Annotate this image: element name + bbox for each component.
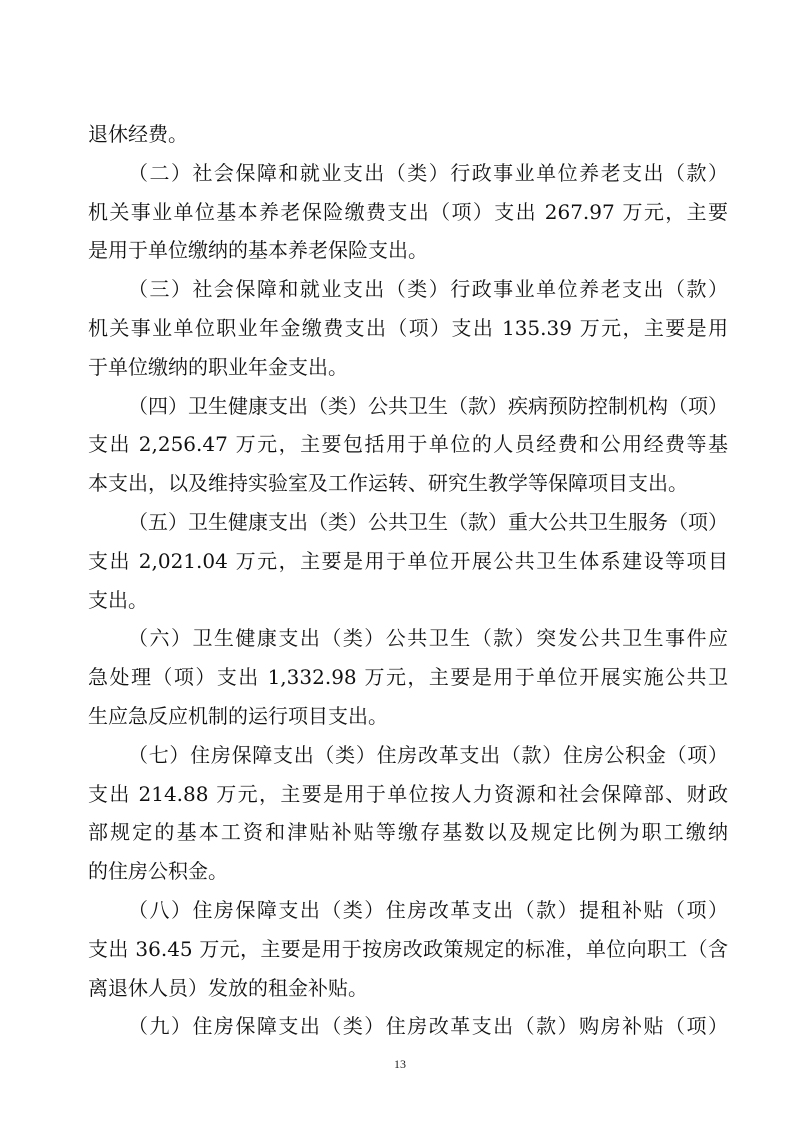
text-line: 机关事业单位基本养老保险缴费支出（项）支出 267.97 万元，主要 [88, 199, 728, 224]
text-line: （四）卫生健康支出（类）公共卫生（款）疾病预防控制机构（项） [128, 393, 728, 418]
page-number: 13 [394, 1057, 406, 1071]
text-line: 支出 214.88 万元，主要是用于单位按人力资源和社会保障部、财政 [88, 781, 728, 806]
text-line: （二）社会保障和就业支出（类）行政事业单位养老支出（款） [128, 160, 728, 185]
text-line: 机关事业单位职业年金缴费支出（项）支出 135.39 万元，主要是用 [88, 315, 728, 340]
text-line: 支出 2,021.04 万元，主要是用于单位开展公共卫生体系建设等项目 [88, 548, 728, 573]
text-line: 退休经费。 [88, 122, 188, 146]
text-line: 本支出，以及维持实验室及工作运转、研究生教学等保障项目支出。 [88, 471, 688, 496]
text-line: （三）社会保障和就业支出（类）行政事业单位养老支出（款） [128, 277, 728, 302]
text-line: 急处理（项）支出 1,332.98 万元，主要是用于单位开展实施公共卫 [88, 665, 728, 690]
text-line: 的住房公积金。 [88, 859, 228, 884]
text-line: 生应急反应机制的运行项目支出。 [88, 703, 388, 728]
text-line: 支出 36.45 万元，主要是用于按房改政策规定的标准，单位向职工（含 [88, 936, 728, 961]
text-line: （八）住房保障支出（类）住房改革支出（款）提租补贴（项） [128, 897, 728, 922]
text-line: 于单位缴纳的职业年金支出。 [88, 354, 348, 379]
text-line: （六）卫生健康支出（类）公共卫生（款）突发公共卫生事件应 [128, 626, 728, 651]
text-line: 离退休人员）发放的租金补贴。 [88, 975, 368, 1000]
text-line: 支出 2,256.47 万元，主要包括用于单位的人员经费和公用经费等基 [88, 432, 728, 457]
text-line: （七）住房保障支出（类）住房改革支出（款）住房公积金（项） [128, 742, 728, 767]
text-line: 支出。 [88, 587, 148, 612]
body-text [88, 115, 728, 1046]
text-line: （九）住房保障支出（类）住房改革支出（款）购房补贴（项） [128, 1014, 728, 1039]
text-line: 是用于单位缴纳的基本养老保险支出。 [88, 238, 428, 263]
text-line: 部规定的基本工资和津贴补贴等缴存基数以及规定比例为职工缴纳 [88, 820, 728, 845]
text-line: （五）卫生健康支出（类）公共卫生（款）重大公共卫生服务（项） [128, 509, 728, 534]
